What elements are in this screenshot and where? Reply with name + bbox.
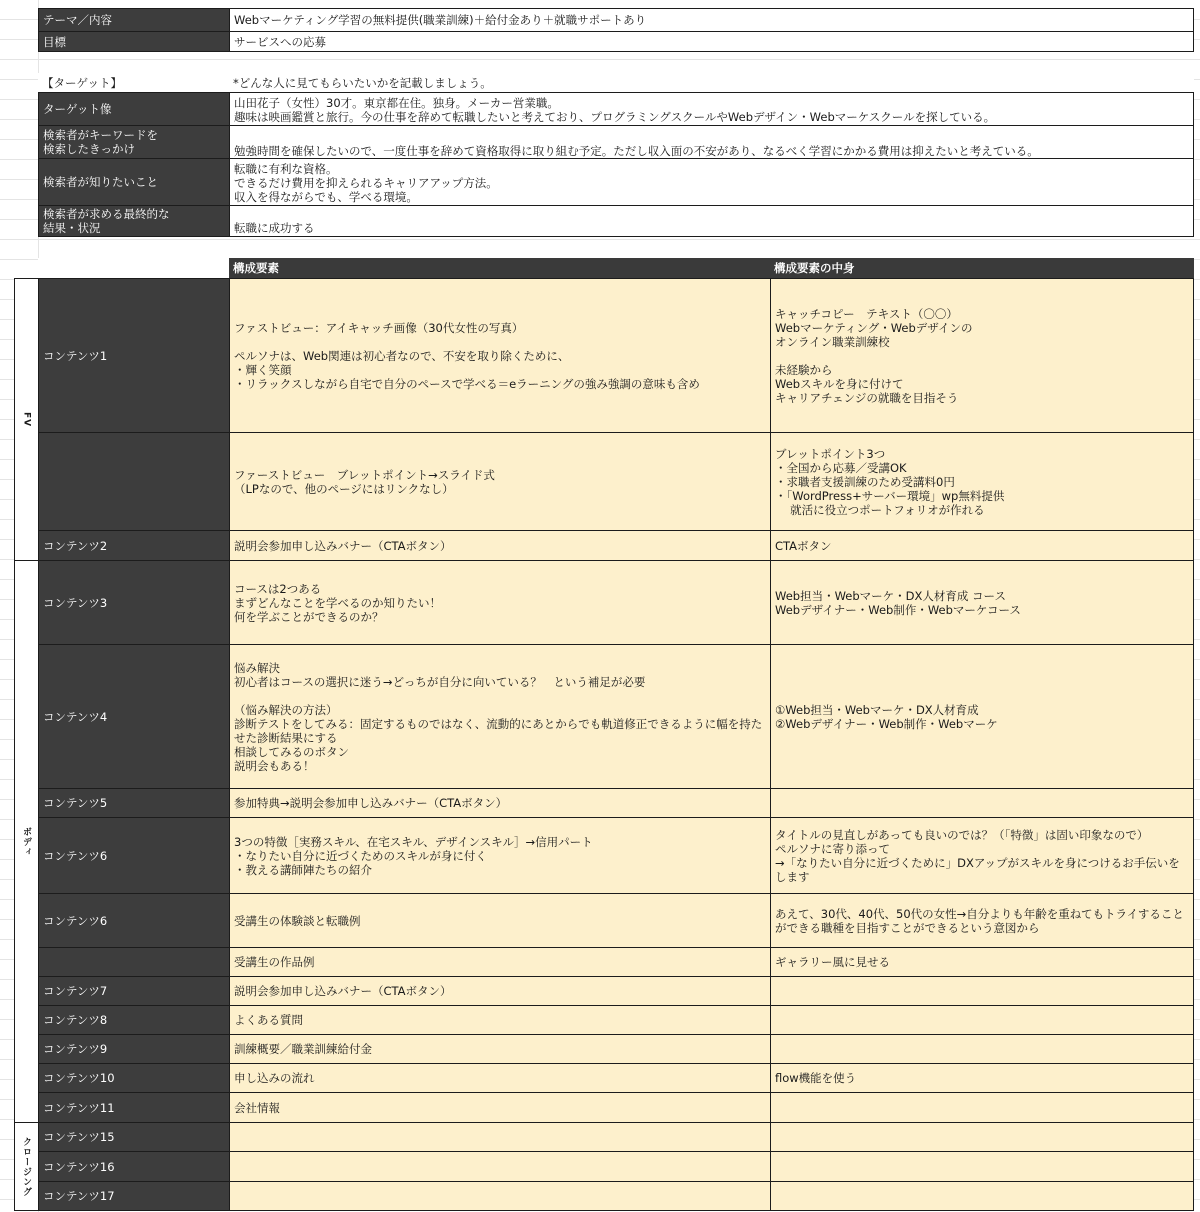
row-detail[interactable] bbox=[770, 1122, 1194, 1152]
row-element[interactable]: 悩み解決 初心者はコースの選択に迷う→どっちが自分に向いている？ という補足が必要 （悩み解決の方法） 診断テストをしてみる：固定するものではなく、流動的にあとからでも軌道修正できるように幅を持たせた診断結果にする 相談してみるのボタン 説明会もある！ bbox=[229, 644, 771, 789]
row-detail[interactable] bbox=[770, 976, 1194, 1006]
section-fv-text: FV bbox=[21, 411, 32, 428]
row-element[interactable]: 申し込みの流れ bbox=[229, 1063, 771, 1093]
row-element[interactable]: よくある質問 bbox=[229, 1005, 771, 1035]
row-label[interactable] bbox=[38, 947, 230, 977]
theme-label[interactable]: テーマ／内容 bbox=[38, 8, 230, 32]
row-label[interactable]: コンテンツ8 bbox=[38, 1005, 230, 1035]
wants-label[interactable]: 検索者が知りたいこと bbox=[38, 158, 230, 206]
row-element[interactable]: コースは2つある まずどんなことを学べるのか知りたい！ 何を学ぶことができるのか？ bbox=[229, 560, 771, 645]
row-detail[interactable]: flow機能を使う bbox=[770, 1063, 1194, 1093]
row-label[interactable]: コンテンツ5 bbox=[38, 788, 230, 818]
target-header-label[interactable]: 【ターゲット】 bbox=[38, 73, 230, 93]
section-closing[interactable] bbox=[14, 1122, 39, 1211]
row-label[interactable]: コンテンツ15 bbox=[38, 1122, 230, 1152]
final-label[interactable]: 検索者が求める最終的な 結果・状況 bbox=[38, 205, 230, 237]
persona-label[interactable]: ターゲット像 bbox=[38, 92, 230, 126]
section-fv[interactable] bbox=[14, 278, 39, 561]
row-label[interactable]: コンテンツ3 bbox=[38, 560, 230, 645]
goal-label[interactable]: 目標 bbox=[38, 31, 230, 52]
goal-value[interactable]: サービスへの応募 bbox=[229, 31, 1194, 52]
final-value[interactable]: 転職に成功する bbox=[229, 205, 1194, 237]
section-closing-text: クロージング bbox=[21, 1136, 31, 1197]
row-detail[interactable] bbox=[770, 1151, 1194, 1182]
table-header-element[interactable]: 構成要素 bbox=[229, 258, 770, 278]
wants-value[interactable]: 転職に有利な資格。 できるだけ費用を抑えられるキャリアアップ方法。 収入を得ながらでも、学べる環境。 bbox=[229, 158, 1194, 206]
trigger-label[interactable]: 検索者がキーワードを 検索したきっかけ bbox=[38, 125, 230, 159]
row-detail[interactable]: あえて、30代、40代、50代の女性→自分よりも年齢を重ねてもトライすることができる職種を目指すことができるという意図から bbox=[770, 893, 1194, 948]
row-label[interactable]: コンテンツ10 bbox=[38, 1063, 230, 1093]
row-element[interactable] bbox=[229, 1151, 771, 1182]
row-label[interactable]: コンテンツ1 bbox=[38, 278, 230, 433]
row-detail[interactable] bbox=[770, 1181, 1194, 1211]
row-detail[interactable]: タイトルの見直しがあっても良いのでは？（「特徴」は固い印象なので） ペルソナに寄り添って →「なりたい自分に近づくために」DXアップがスキルを身につけるお手伝いをします bbox=[770, 817, 1194, 894]
row-element[interactable]: 説明会参加申し込みバナー（CTAボタン） bbox=[229, 530, 771, 561]
theme-value[interactable]: Webマーケティング学習の無料提供(職業訓練)＋給付金あり＋就職サポートあり bbox=[229, 8, 1194, 32]
row-label[interactable]: コンテンツ7 bbox=[38, 976, 230, 1006]
persona-value[interactable]: 山田花子（女性）30才。東京都在住。独身。メーカー営業職。 趣味は映画鑑賞と旅行。今の仕事を辞めて転職したいと考えており、プログラミングスクールやWebデザイン・Webマーケスクールを探している。 bbox=[229, 92, 1194, 126]
table-header-blank bbox=[38, 258, 229, 278]
row-label[interactable]: コンテンツ11 bbox=[38, 1092, 230, 1123]
row-element[interactable]: 3つの特徴［実務スキル、在宅スキル、デザインスキル］→信用パート ・なりたい自分に近づくためのスキルが身に付く ・教える講師陣たちの紹介 bbox=[229, 817, 771, 894]
row-element[interactable]: 参加特典→説明会参加申し込みバナー（CTAボタン） bbox=[229, 788, 771, 818]
row-label[interactable]: コンテンツ16 bbox=[38, 1151, 230, 1182]
row-detail[interactable]: CTAボタン bbox=[770, 530, 1194, 561]
row-element[interactable]: 受講生の作品例 bbox=[229, 947, 771, 977]
row-label[interactable] bbox=[38, 432, 230, 531]
row-element[interactable]: 説明会参加申し込みバナー（CTAボタン） bbox=[229, 976, 771, 1006]
row-detail[interactable]: ギャラリー風に見せる bbox=[770, 947, 1194, 977]
row-detail[interactable]: Web担当・Webマーケ・DX人材育成 コース Webデザイナー・Web制作・Webマーケコース bbox=[770, 560, 1194, 645]
section-body[interactable] bbox=[14, 560, 39, 1123]
row-element[interactable]: 会社情報 bbox=[229, 1092, 771, 1123]
row-detail[interactable] bbox=[770, 1092, 1194, 1123]
row-element[interactable]: 受講生の体験談と転職例 bbox=[229, 893, 771, 948]
row-element[interactable]: 訓練概要／職業訓練給付金 bbox=[229, 1034, 771, 1064]
row-label[interactable]: コンテンツ4 bbox=[38, 644, 230, 789]
row-detail[interactable]: ①Web担当・Webマーケ・DX人材育成 ②Webデザイナー・Web制作・Webマーケ bbox=[770, 644, 1194, 789]
row-detail[interactable]: キャッチコピー テキスト（〇〇） Webマーケティング・Webデザインの オンライン職業訓練校 未経験から Webスキルを身に付けて キャリアチェンジの就職を目指そう bbox=[770, 278, 1194, 433]
row-element[interactable] bbox=[229, 1122, 771, 1152]
row-label[interactable]: コンテンツ17 bbox=[38, 1181, 230, 1211]
row-detail[interactable] bbox=[770, 1005, 1194, 1035]
row-detail[interactable]: ブレットポイント3つ ・全国から応募／受講OK ・求職者支援訓練のため受講料0円 ・「WordPress+サーバー環境」wp無料提供 就活に役立つポートフォリオが作れる bbox=[770, 432, 1194, 531]
row-detail[interactable] bbox=[770, 1034, 1194, 1064]
section-body-text: ボディ bbox=[21, 826, 31, 857]
trigger-value[interactable]: 勉強時間を確保したいので、一度仕事を辞めて資格取得に取り組む予定。ただし収入面の不安があり、なるべく学習にかかる費用は抑えたいと考えている。 bbox=[229, 125, 1194, 159]
row-detail[interactable] bbox=[770, 788, 1194, 818]
table-header-detail[interactable]: 構成要素の中身 bbox=[770, 258, 1194, 278]
row-label[interactable]: コンテンツ2 bbox=[38, 530, 230, 561]
row-element[interactable]: ファーストビュー ブレットポイント→スライド式 （LPなので、他のページにはリンクなし） bbox=[229, 432, 771, 531]
row-label[interactable]: コンテンツ6 bbox=[38, 817, 230, 894]
row-element[interactable] bbox=[229, 1181, 771, 1211]
row-element[interactable]: ファストビュー：アイキャッチ画像（30代女性の写真） ペルソナは、Web関連は初心者なので、不安を取り除くために、 ・輝く笑顔 ・リラックスしながら自宅で自分のペースで学べる＝eラーニングの強み強調の意味も含め bbox=[229, 278, 771, 433]
row-label[interactable]: コンテンツ9 bbox=[38, 1034, 230, 1064]
row-label[interactable]: コンテンツ6 bbox=[38, 893, 230, 948]
target-header-note[interactable]: *どんな人に見てもらいたいかを記載しましょう。 bbox=[229, 73, 1194, 93]
